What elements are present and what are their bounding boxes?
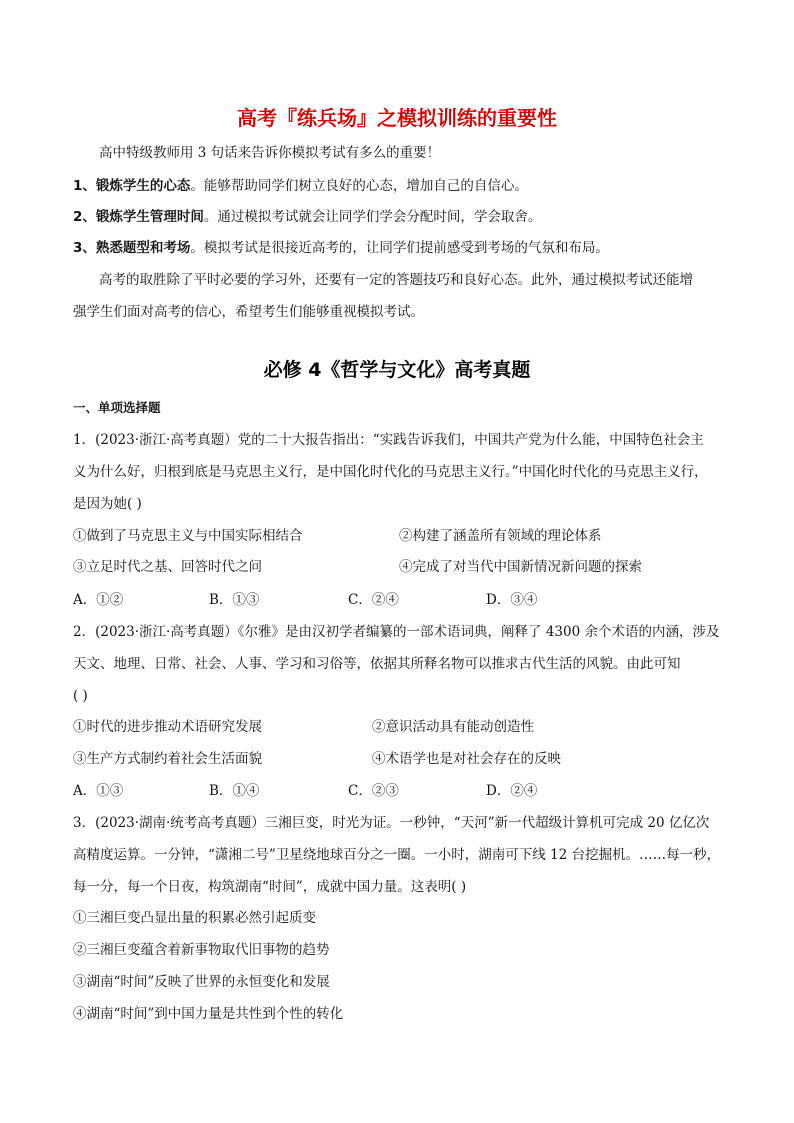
q2-choice-3: ③生产方式制约着社会生活面貌	[73, 751, 262, 767]
q3-choice-1: ①三湘巨变凸显出量的积累必然引起质变	[73, 910, 316, 926]
q1-line-1: 1．(2023·浙江·高考真题）党的二十大报告指出：“实践告诉我们，中国共产党为什么能，中国特色社会主	[73, 432, 704, 448]
closing-line-1: 高考的取胜除了平时必要的学习外，还要有一定的答题技巧和良好心态。此外，通过模拟考试还能增	[99, 272, 693, 288]
section-title: 必修 4《哲学与文化》高考真题	[263, 359, 531, 381]
q2-line-2: 天文、地理、日常、社会、人事、学习和习俗等，依据其所释名物可以推求古代生活的风貌。由此可知	[73, 656, 681, 672]
q1-choice-1: ①做到了马克思主义与中国实际相结合	[73, 528, 303, 544]
point-2-heading: 2、锻炼学生管理时间	[73, 209, 204, 225]
q2-line-1: 2．(2023·浙江·高考真题）《尔雅》是由汉初学者编纂的一部术语词典，阐释了 4300 余个术语的内涵，涉及	[73, 624, 720, 640]
q2-answer-d: D．②④	[486, 783, 538, 799]
intro-text: 高中特级教师用 3 句话来告诉你模拟考试有多么的重要！	[99, 145, 441, 161]
q3-choice-2: ②三湘巨变蕴含着新事物取代旧事物的趋势	[73, 942, 330, 958]
q1-choice-2: ②构建了涵盖所有领域的理论体系	[399, 528, 602, 544]
q2-choice-4: ④术语学也是对社会存在的反映	[372, 751, 561, 767]
q3-choice-4: ④湖南“时间”到中国力量是共性到个性的转化	[73, 1006, 344, 1022]
part-label: 一、单项选择题	[73, 400, 161, 415]
point-3	[73, 238, 609, 258]
q2-line-3: ( )	[73, 688, 88, 704]
q3-line-2: 高精度运算。一分钟，“潇湘二号”卫星绕地球百分之一圈。一小时，湖南可下线 12 台挖掘机。……每一秒，	[73, 847, 721, 863]
q1-answer-b: B．①③	[209, 592, 260, 608]
point-1-text: 。能够帮助同学们树立良好的心态，增加自己的自信心。	[190, 178, 528, 194]
page-title: 高考『练兵场』之模拟训练的重要性	[237, 106, 557, 130]
closing-line-2: 强学生们面对高考的信心，希望考生们能够重视模拟考试。	[73, 304, 424, 320]
q1-line-2: 义为什么好，归根到底是马克思主义行，是中国化时代化的马克思主义行。”中国化时代化的马克思主义行，	[73, 464, 708, 480]
q2-choice-2: ②意识活动具有能动创造性	[372, 719, 534, 735]
q3-choice-3: ③湖南“时间”反映了世界的永恒变化和发展	[73, 974, 330, 990]
q1-answer-d: D．③④	[486, 592, 538, 608]
point-1	[73, 176, 528, 196]
q2-answer-a: A．①③	[73, 783, 124, 799]
point-1-heading: 1、锻炼学生的心态	[73, 178, 191, 194]
point-2-text: 。通过模拟考试就会让同学们学会分配时间，学会取舍。	[203, 209, 542, 225]
q1-answer-a: A．①②	[73, 592, 124, 608]
q1-choice-3: ③立足时代之基、回答时代之问	[73, 559, 262, 575]
point-3-text: 。模拟考试是很接近高考的，让同学们提前感受到考场的气氛和布局。	[190, 240, 609, 256]
q2-answer-c: C．②③	[348, 783, 399, 799]
q2-answer-b: B．①④	[209, 783, 260, 799]
q1-choice-4: ④完成了对当代中国新情况新问题的探索	[399, 559, 642, 575]
point-3-heading: 3、熟悉题型和考场	[73, 240, 191, 256]
q1-answer-c: C．②④	[348, 592, 399, 608]
q3-line-3: 每一分，每一个日夜，构筑湖南“时间”，成就中国力量。这表明( )	[73, 879, 467, 895]
point-2	[73, 207, 541, 227]
q2-choice-1: ①时代的进步推动术语研究发展	[73, 719, 262, 735]
q3-line-1: 3．(2023·湖南·统考高考真题）三湘巨变，时光为证。一秒钟，“天河”新一代超级计算机可完成 20 亿亿次	[73, 815, 710, 831]
q1-line-3: 是因为她( )	[73, 496, 142, 512]
